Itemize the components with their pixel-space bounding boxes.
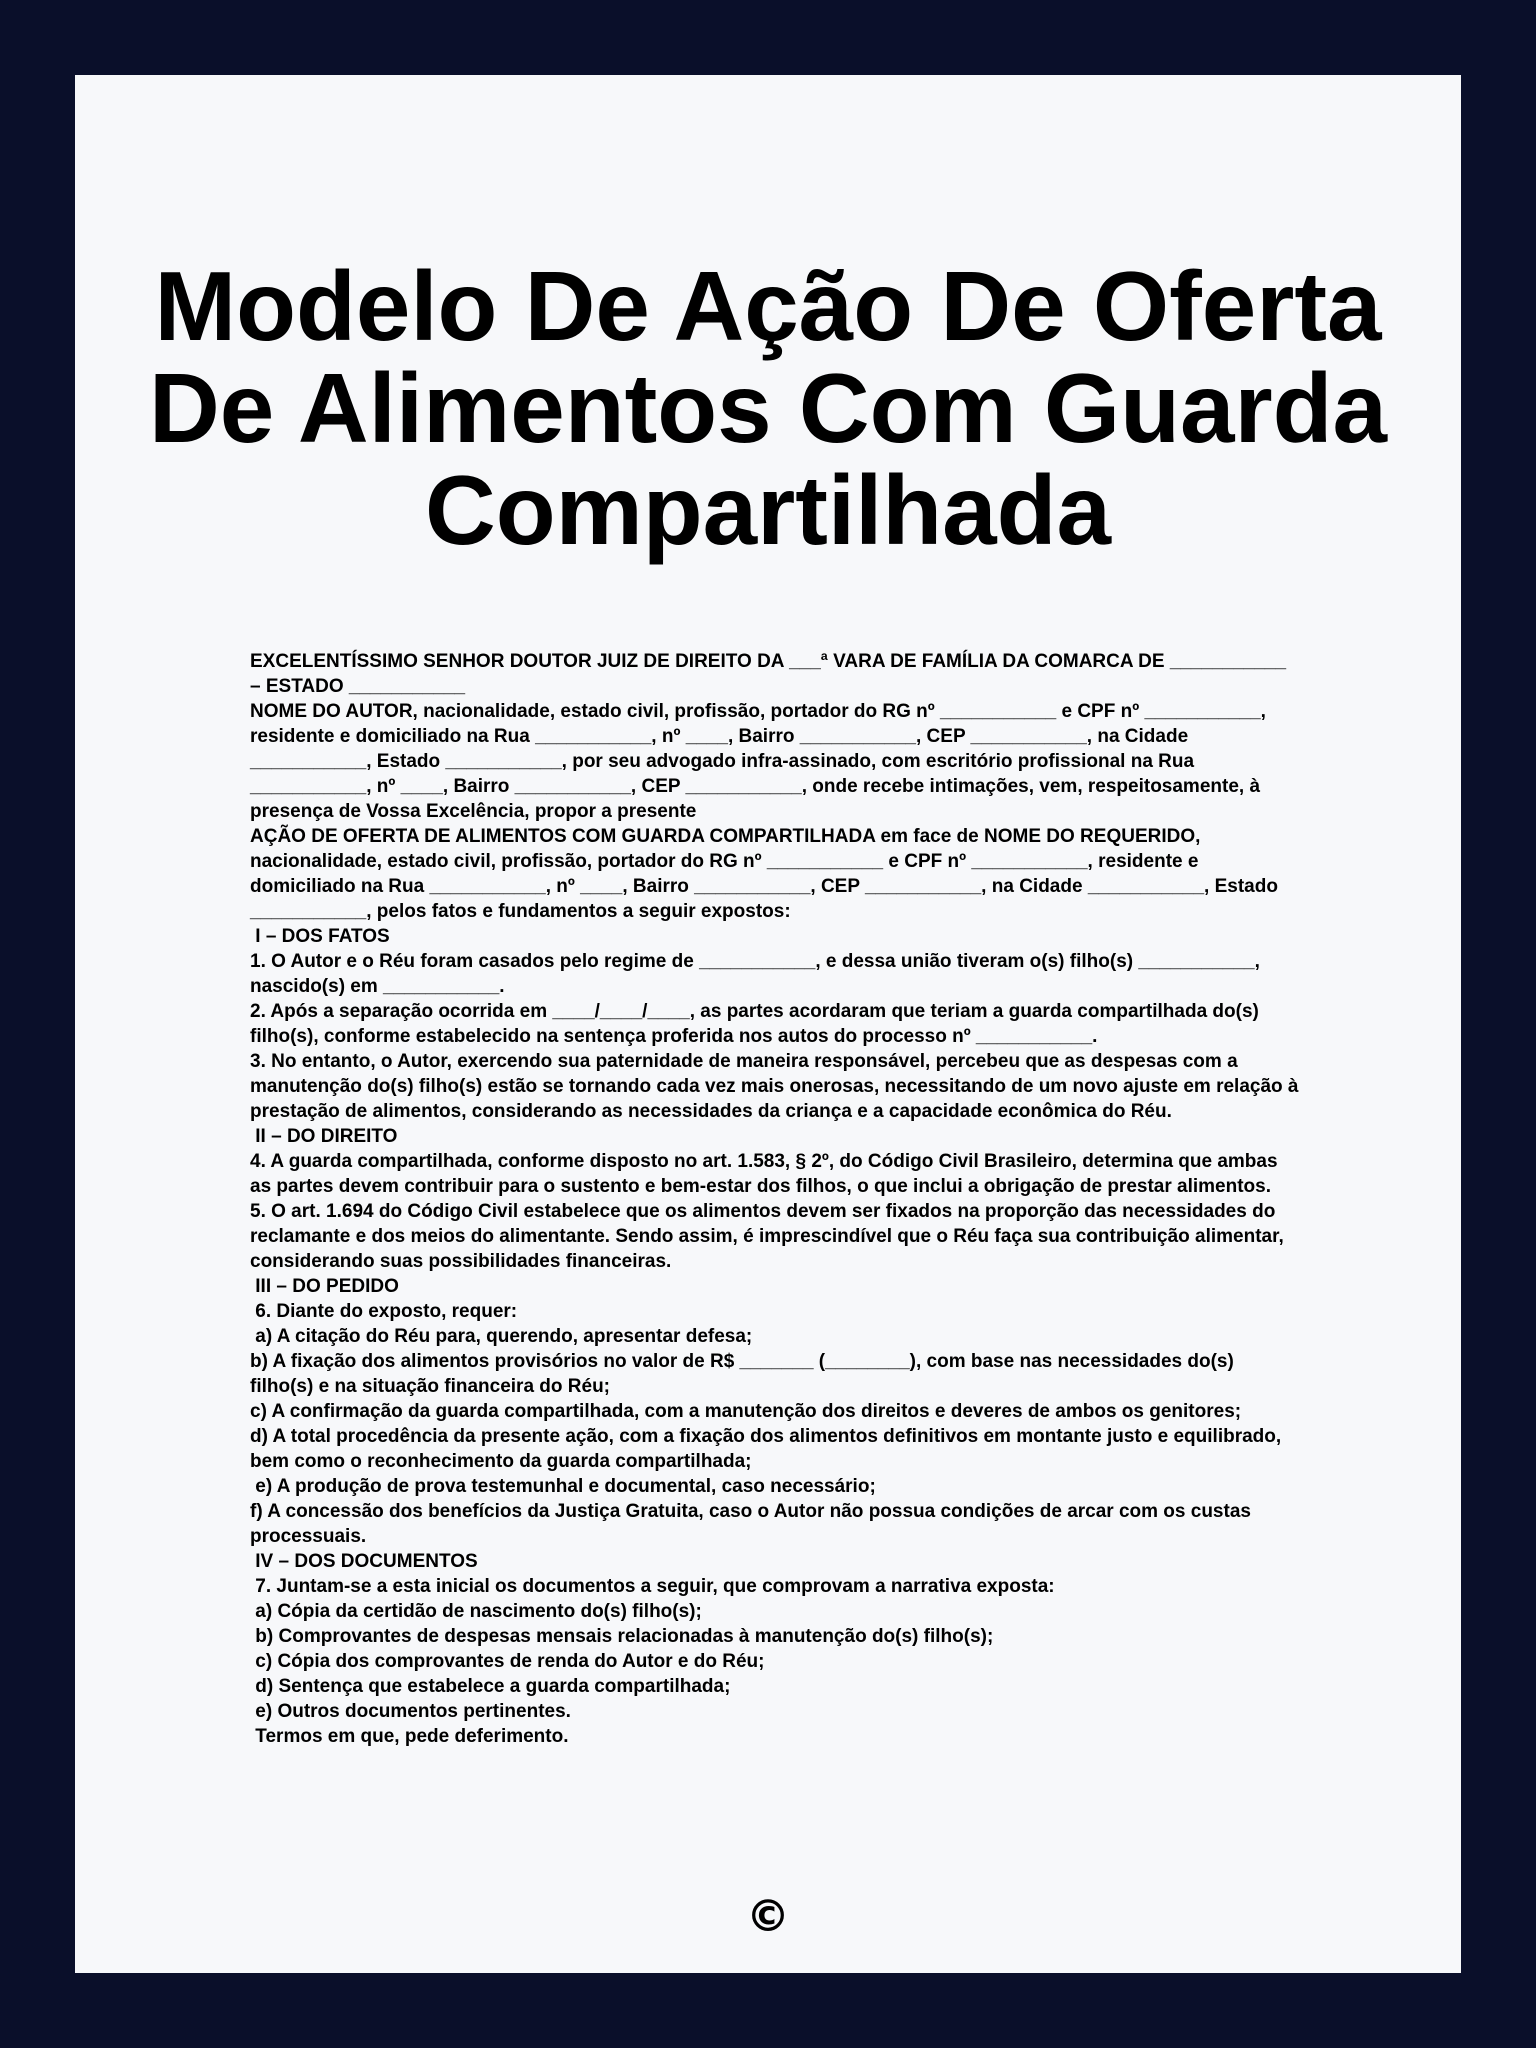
paragraph-item: 2. Após a separação ocorrida em ____/____/____, as partes acordaram que teriam a guarda compartilhada do(s) filho(s), conforme estabelecido na sentença proferida nos autos do processo nº ___________.	[250, 1001, 1265, 1047]
list-item: e) A produção de prova testemunhal e documental, caso necessário;	[250, 1476, 876, 1497]
court-header: EXCELENTÍSSIMO SENHOR DOUTOR JUIZ DE DIREITO DA ___ª VARA DE FAMÍLIA DA COMARCA DE ___________ – ESTADO ___________	[250, 651, 1292, 697]
section-heading: I – DOS FATOS	[250, 926, 390, 947]
closing-line: Termos em que, pede deferimento.	[250, 1726, 569, 1747]
paragraph-item: 7. Juntam-se a esta inicial os documentos a seguir, que comprovam a narrativa exposta:	[250, 1576, 1055, 1597]
list-item: c) A confirmação da guarda compartilhada, com a manutenção dos direitos e deveres de ambos os genitores;	[250, 1401, 1242, 1422]
list-item: e) Outros documentos pertinentes.	[250, 1701, 571, 1722]
paragraph-item: 5. O art. 1.694 do Código Civil estabelece que os alimentos devem ser fixados na proporção das necessidades do reclamante e dos meios do alimentante. Sendo assim, é imprescindível que o Réu faça sua contribuição alimentar, considerando suas possibilidades financeiras.	[250, 1201, 1290, 1272]
document-body	[250, 649, 1304, 1749]
list-item: a) A citação do Réu para, querendo, apresentar defesa;	[250, 1326, 753, 1347]
action-statement: AÇÃO DE OFERTA DE ALIMENTOS COM GUARDA COMPARTILHADA em face de NOME DO REQUERIDO, nacionalidade, estado civil, profissão, portador do RG nº ___________ e CPF nº ___________, residente e domiciliado na Rua ___________, nº ____, Bairro ___________, CEP ___________, na Cidade ___________, Estado ___________, pelos fatos e fundamentos a seguir expostos:	[250, 826, 1284, 922]
title-line: Compartilhada	[424, 455, 1112, 565]
section-heading: II – DO DIREITO	[250, 1126, 398, 1147]
list-item: d) Sentença que estabelece a guarda compartilhada;	[250, 1676, 731, 1697]
plaintiff-qualification: NOME DO AUTOR, nacionalidade, estado civil, profissão, portador do RG nº ___________ e CPF nº ___________, residente e domiciliado na Rua ___________, nº ____, Bairro ___________, CEP ___________, na Cidade ___________, Estado ___________, por seu advogado infra-assinado, com escritório profissional na Rua ___________, nº ____, Bairro ___________, CEP ___________, onde recebe intimações, vem, respeitosamente, à presença de Vossa Excelência, propor a presente	[250, 701, 1272, 822]
document-page	[75, 75, 1461, 1973]
list-item: f) A concessão dos benefícios da Justiça Gratuita, caso o Autor não possua condições de arcar com os custas processuais.	[250, 1501, 1257, 1547]
paragraph-item: 3. No entanto, o Autor, exercendo sua paternidade de maneira responsável, percebeu que as despesas com a manutenção do(s) filho(s) estão se tornando cada vez mais onerosas, necessitando de um novo ajuste em relação à prestação de alimentos, considerando as necessidades da criança e a capacidade econômica do Réu.	[250, 1051, 1304, 1122]
list-item: c) Cópia dos comprovantes de renda do Autor e do Réu;	[250, 1651, 765, 1672]
section-heading: III – DO PEDIDO	[250, 1276, 399, 1297]
paragraph-item: 4. A guarda compartilhada, conforme disposto no art. 1.583, § 2º, do Código Civil Brasileiro, determina que ambas as partes devem contribuir para o sustento e bem-estar dos filhos, o que inclui a obrigação de prestar alimentos.	[250, 1151, 1283, 1197]
paragraph-item: 1. O Autor e o Réu foram casados pelo regime de ___________, e dessa união tiveram o(s) filho(s) ___________, nascido(s) em ___________.	[250, 951, 1266, 997]
copyright-icon: ©	[746, 1891, 790, 1942]
list-item: b) A fixação dos alimentos provisórios no valor de R$ _______ (________), com base nas necessidades do(s) filho(s) e na situação financeira do Réu;	[250, 1351, 1240, 1397]
list-item: a) Cópia da certidão de nascimento do(s) filho(s);	[250, 1601, 702, 1622]
list-item: d) A total procedência da presente ação, com a fixação dos alimentos definitivos em montante justo e equilibrado, bem como o reconhecimento da guarda compartilhada;	[250, 1426, 1287, 1472]
list-item: b) Comprovantes de despesas mensais relacionadas à manutenção do(s) filho(s);	[250, 1626, 994, 1647]
paragraph-item: 6. Diante do exposto, requer:	[250, 1301, 518, 1322]
section-heading: IV – DOS DOCUMENTOS	[250, 1551, 478, 1572]
page-title	[75, 251, 1461, 565]
title-line: Modelo De Ação De Oferta	[154, 251, 1382, 361]
title-line: De Alimentos Com Guarda	[149, 353, 1387, 463]
